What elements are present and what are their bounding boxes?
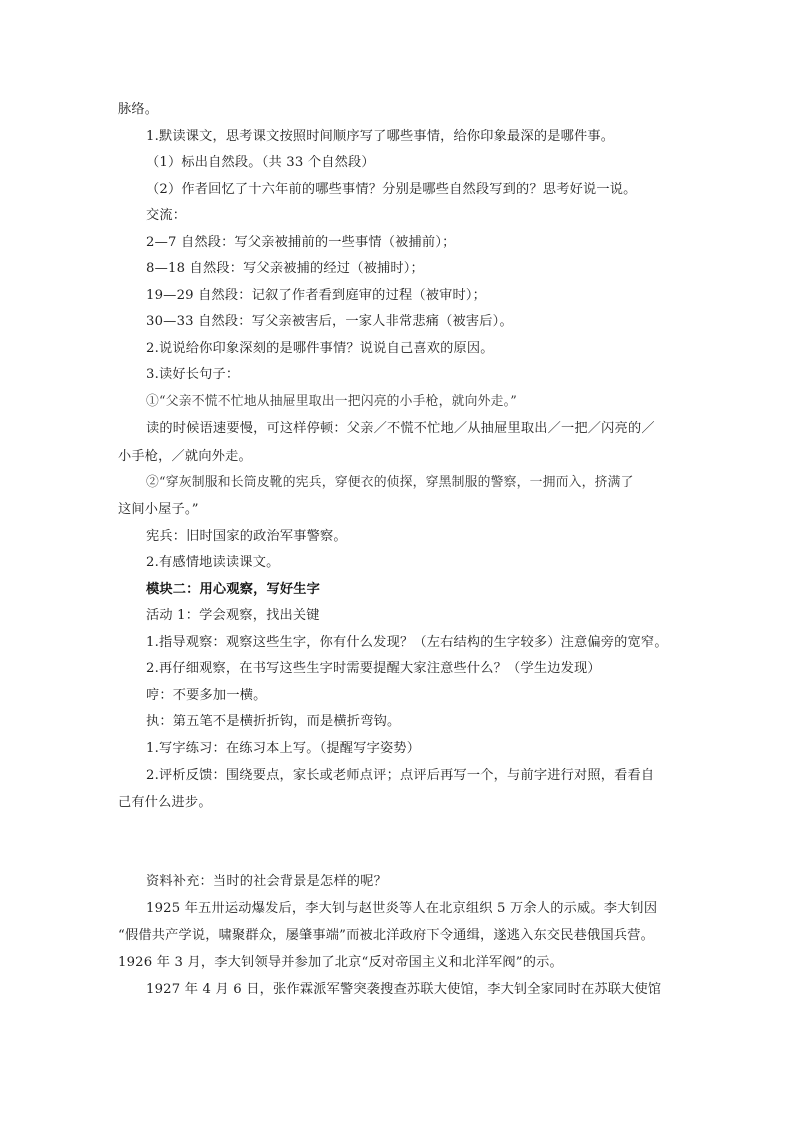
text-line: 1.写字练习：在练习本上写。（提醒写字姿势） — [146, 741, 421, 756]
text-line: 资料补充：当时的社会背景是怎样的呢？ — [146, 874, 387, 889]
text-line: 2.有感情地读读课文。 — [146, 555, 280, 570]
text-line: （2）作者回忆了十六年前的哪些事情？分别是哪些自然段写到的？思考好说一说。 — [146, 182, 637, 197]
text-line: 小手枪，／就向外走。 — [118, 449, 252, 464]
text-line: 1.默读课文，思考课文按照时间顺序写了哪些事情，给你印象最深的是哪件事。 — [146, 129, 615, 144]
text-line: （1）标出自然段。（共 33 个自然段） — [146, 155, 375, 170]
quote-line: ②“穿灰制服和长筒皮靴的宪兵，穿便衣的侦探，穿黑制服的警察，一拥而入，挤满了 — [146, 475, 634, 490]
text-line: 这间小屋子。” — [118, 502, 199, 517]
text-line: 2.说说给你印象深刻的是哪件事情？说说自己喜欢的原因。 — [146, 341, 494, 356]
text-line: 1927 年 4 月 6 日，张作霖派军警突袭搜查苏联大使馆，李大钊全家同时在苏联大使馆 — [146, 982, 662, 997]
text-line: 活动 1：学会观察，找出关键 — [146, 608, 320, 623]
text-line: 宪兵：旧时国家的政治军事警察。 — [146, 529, 347, 544]
text-line: 脉络。 — [118, 102, 159, 117]
text-line: 8—18 自然段：写父亲被捕的经过（被捕时）； — [146, 261, 424, 276]
text-line: 己有什么进步。 — [118, 795, 212, 810]
text-line: 读的时候语速要慢，可这样停顿：父亲／不慌不忙地／从抽屉里取出／一把／闪亮的／ — [146, 421, 655, 436]
text-line: 2.再仔细观察，在书写这些生字时需要提醒大家注意些什么？（学生边发现） — [146, 661, 601, 676]
text-line: 哼：不要多加一横。 — [146, 688, 267, 703]
text-line: 19—29 自然段：记叙了作者看到庭审的过程（被审时）； — [146, 288, 487, 303]
text-line: 1926 年 3 月，李大钊领导并参加了北京“反对帝国主义和北洋军阀”的示。 — [118, 955, 563, 970]
text-line: “假借共产学说，啸聚群众，屡肇事端”而被北洋政府下令通缉，遂逃入东交民巷俄国兵营。 — [118, 928, 654, 943]
text-line: 交流： — [146, 208, 187, 223]
text-line: 1.指导观察：观察这些生字，你有什么发现？（左右结构的生字较多）注意偏旁的宽窄。 — [146, 635, 668, 650]
text-line: 执：第五笔不是横折折钩，而是横折弯钩。 — [146, 714, 401, 729]
quote-line: ①“父亲不慌不忙地从抽屉里取出一把闪亮的小手枪，就向外走。” — [146, 394, 517, 409]
text-line: 30—33 自然段：写父亲被害后，一家人非常悲痛（被害后）。 — [146, 314, 513, 329]
section-heading: 模块二：用心观察，写好生字 — [146, 582, 321, 597]
text-line: 1925 年五卅运动爆发后，李大钊与赵世炎等人在北京组织 5 万余人的示威。李大钊因 — [146, 901, 658, 916]
text-line: 2.评析反馈：围绕要点，家长或老师点评；点评后再写一个，与前字进行对照，看看自 — [146, 768, 655, 783]
text-line: 2—7 自然段：写父亲被捕前的一些事情（被捕前）； — [146, 235, 456, 250]
text-line: 3.读好长句子： — [146, 367, 240, 382]
